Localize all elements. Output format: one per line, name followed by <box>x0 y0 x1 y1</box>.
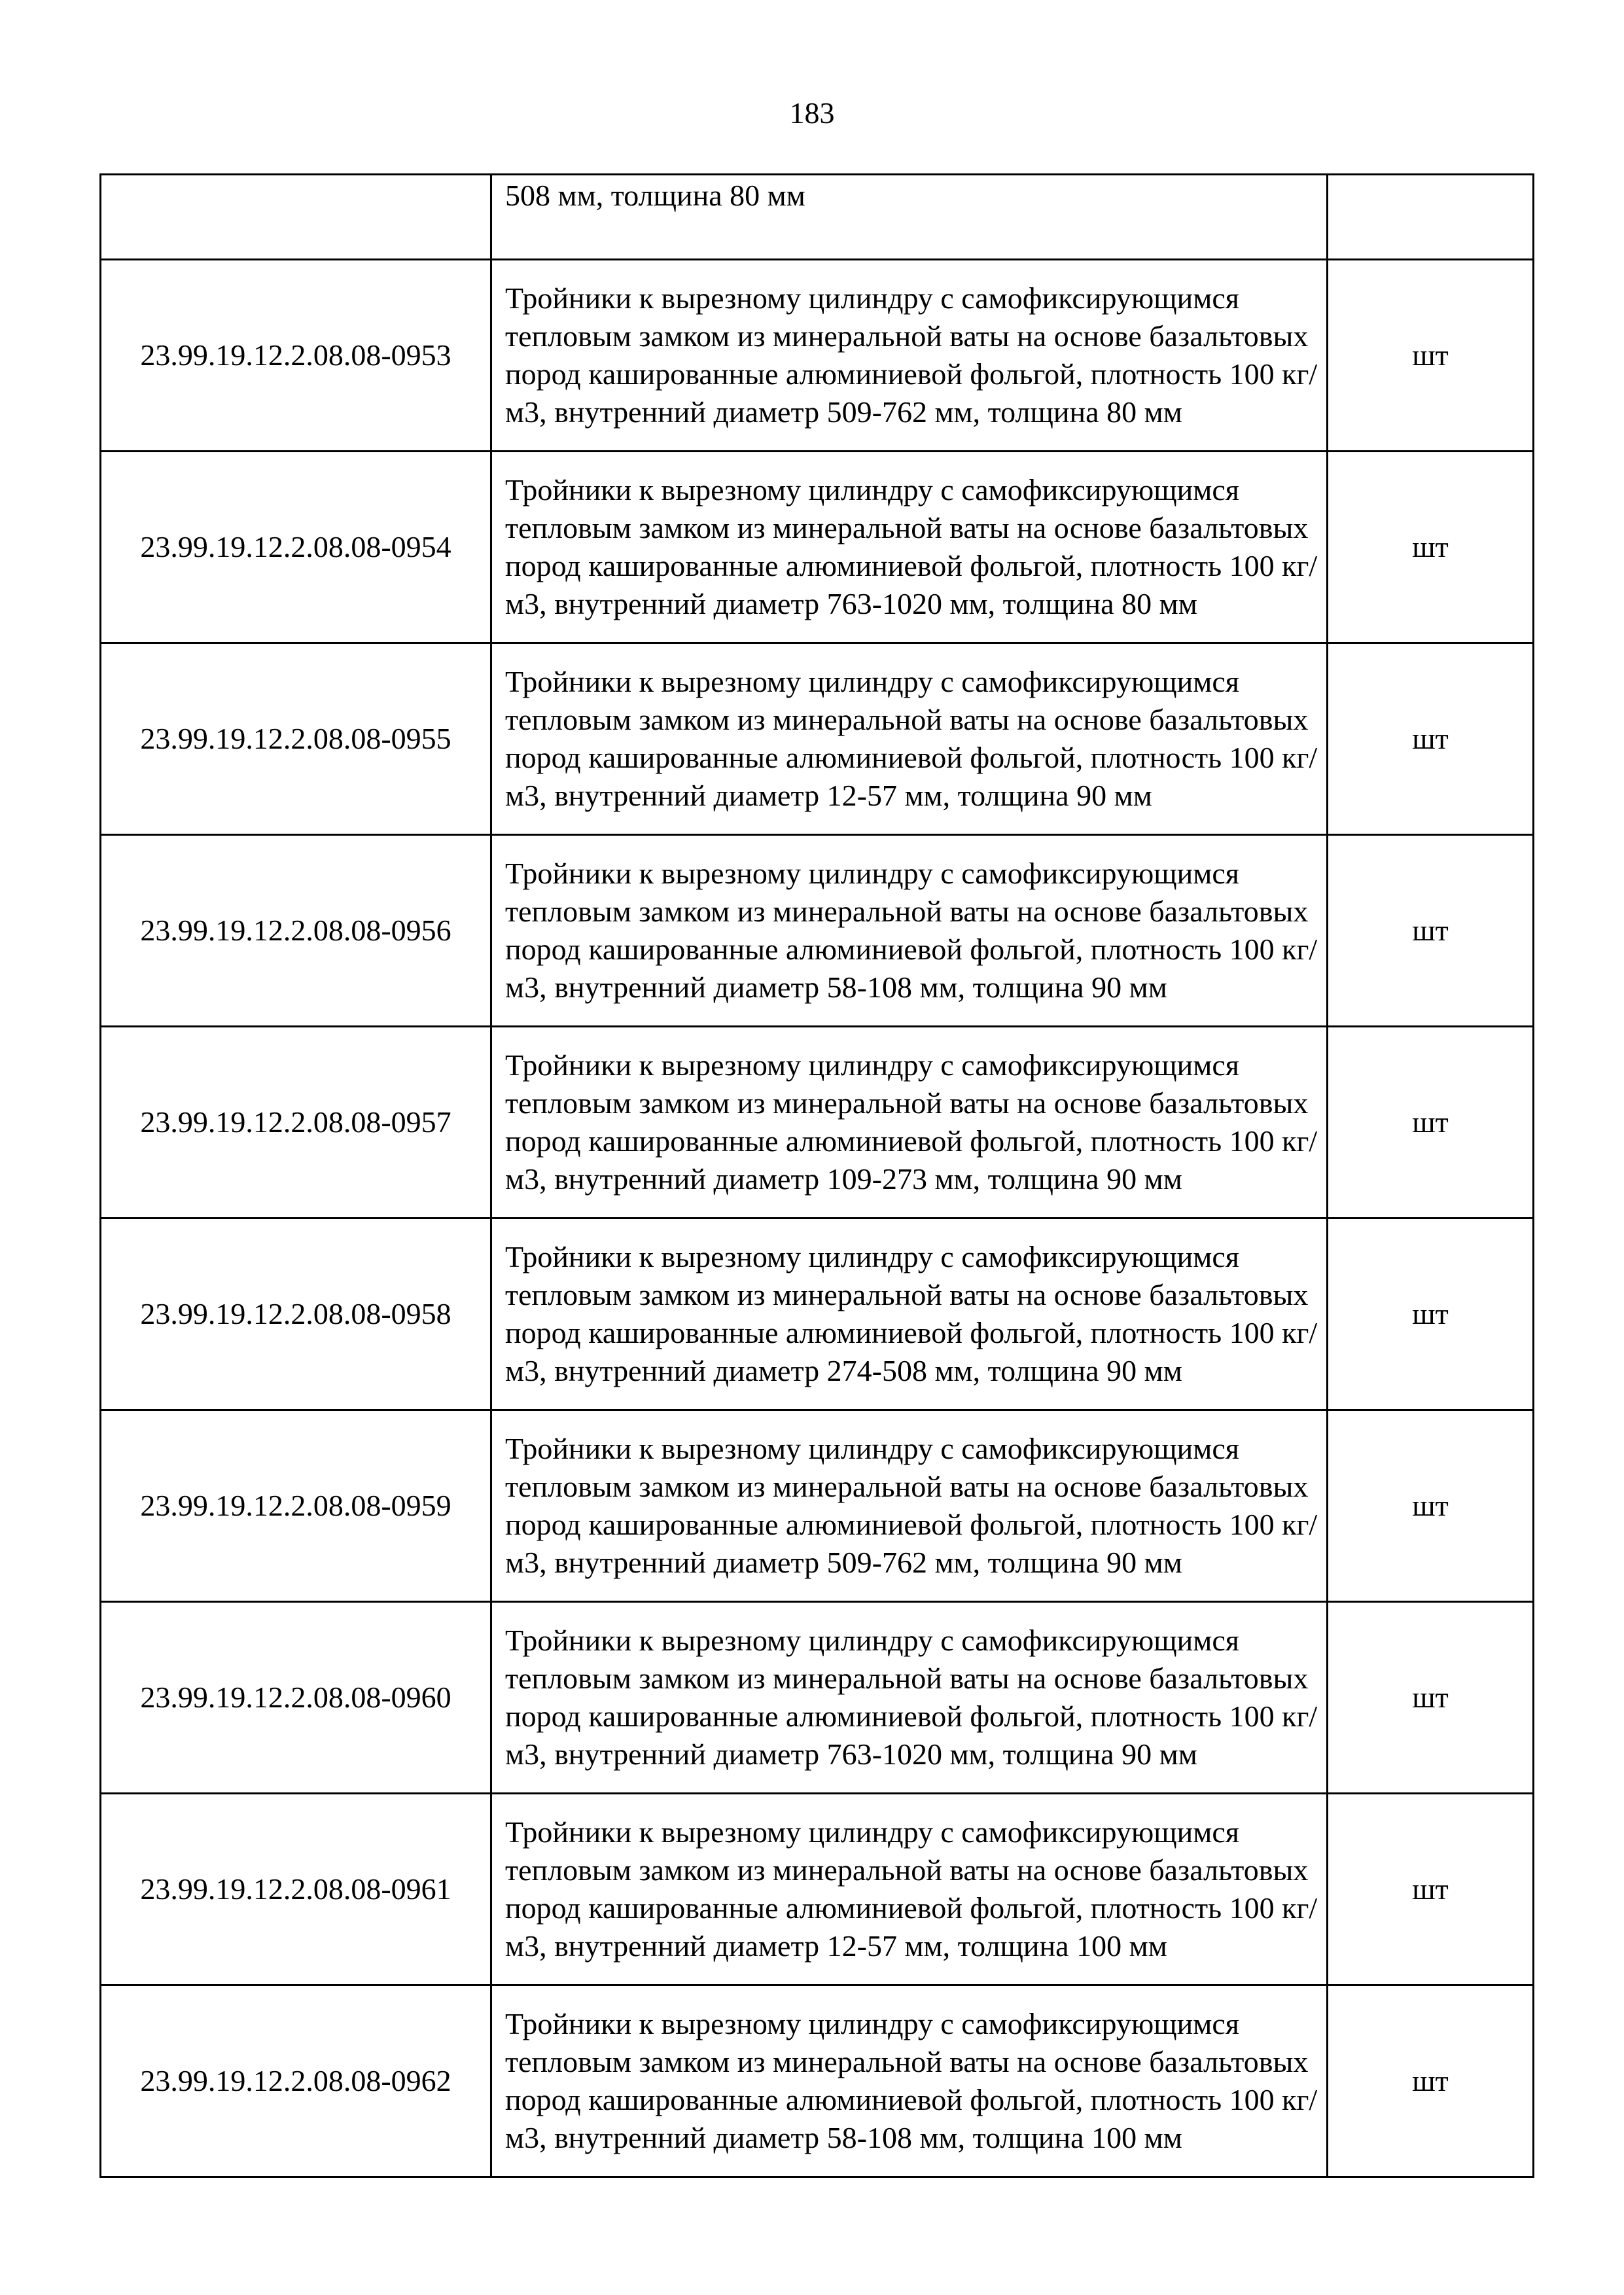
page-number: 183 <box>789 96 835 130</box>
resource-description: Тройники к вырезному цилиндру с самофиксирующимся тепловым замком из минеральной ваты на основе базальтовых пород кашированные алюминиевой фольгой, плотность 100 кг/м3, внутренний диаметр 274-508 мм, толщина 90 мм <box>491 1219 1328 1410</box>
table-row <box>101 1219 1534 1410</box>
table-row <box>101 1794 1534 1985</box>
table-row <box>101 835 1534 1027</box>
resource-unit: шт <box>1328 1794 1534 1985</box>
resource-unit: шт <box>1328 1602 1534 1794</box>
resource-description: Тройники к вырезному цилиндру с самофиксирующимся тепловым замком из минеральной ваты на основе базальтовых пород кашированные алюминиевой фольгой, плотность 100 кг/м3, внутренний диаметр 763-1020 мм, толщина 90 мм <box>491 1602 1328 1794</box>
resource-description: Тройники к вырезному цилиндру с самофиксирующимся тепловым замком из минеральной ваты на основе базальтовых пород кашированные алюминиевой фольгой, плотность 100 кг/м3, внутренний диаметр 109-273 мм, толщина 90 мм <box>491 1027 1328 1219</box>
resource-description: Тройники к вырезному цилиндру с самофиксирующимся тепловым замком из минеральной ваты на основе базальтовых пород кашированные алюминиевой фольгой, плотность 100 кг/м3, внутренний диаметр 763-1020 мм, толщина 80 мм <box>491 452 1328 643</box>
resource-code: 23.99.19.12.2.08.08-0954 <box>101 452 491 643</box>
resource-unit: шт <box>1328 1027 1534 1219</box>
resource-code: 23.99.19.12.2.08.08-0953 <box>101 260 491 452</box>
table-row <box>101 1985 1534 2177</box>
resource-description: Тройники к вырезному цилиндру с самофиксирующимся тепловым замком из минеральной ваты на основе базальтовых пород кашированные алюминиевой фольгой, плотность 100 кг/м3, внутренний диаметр 58-108 мм, толщина 100 мм <box>491 1985 1328 2177</box>
resource-code: 23.99.19.12.2.08.08-0961 <box>101 1794 491 1985</box>
resource-code: 23.99.19.12.2.08.08-0960 <box>101 1602 491 1794</box>
resource-unit: шт <box>1328 1985 1534 2177</box>
resource-description: Тройники к вырезному цилиндру с самофиксирующимся тепловым замком из минеральной ваты на основе базальтовых пород кашированные алюминиевой фольгой, плотность 100 кг/м3, внутренний диаметр 12-57 мм, толщина 100 мм <box>491 1794 1328 1985</box>
resource-unit <box>1328 175 1534 260</box>
table-row <box>101 452 1534 643</box>
resource-unit: шт <box>1328 835 1534 1027</box>
table-row <box>101 643 1534 835</box>
table-row <box>101 1027 1534 1219</box>
resource-unit: шт <box>1328 1219 1534 1410</box>
resource-unit: шт <box>1328 643 1534 835</box>
resource-code: 23.99.19.12.2.08.08-0958 <box>101 1219 491 1410</box>
resource-description: 508 мм, толщина 80 мм <box>491 175 1328 260</box>
resource-code: 23.99.19.12.2.08.08-0955 <box>101 643 491 835</box>
resource-unit: шт <box>1328 452 1534 643</box>
resource-description: Тройники к вырезному цилиндру с самофиксирующимся тепловым замком из минеральной ваты на основе базальтовых пород кашированные алюминиевой фольгой, плотность 100 кг/м3, внутренний диаметр 509-762 мм, толщина 80 мм <box>491 260 1328 452</box>
resource-description: Тройники к вырезному цилиндру с самофиксирующимся тепловым замком из минеральной ваты на основе базальтовых пород кашированные алюминиевой фольгой, плотность 100 кг/м3, внутренний диаметр 12-57 мм, толщина 90 мм <box>491 643 1328 835</box>
resource-description: Тройники к вырезному цилиндру с самофиксирующимся тепловым замком из минеральной ваты на основе базальтовых пород кашированные алюминиевой фольгой, плотность 100 кг/м3, внутренний диаметр 509-762 мм, толщина 90 мм <box>491 1410 1328 1602</box>
resource-code <box>101 175 491 260</box>
resource-unit: шт <box>1328 1410 1534 1602</box>
resource-unit: шт <box>1328 260 1534 452</box>
resource-code: 23.99.19.12.2.08.08-0959 <box>101 1410 491 1602</box>
table-row <box>101 260 1534 452</box>
resource-code: 23.99.19.12.2.08.08-0957 <box>101 1027 491 1219</box>
table-row <box>101 1602 1534 1794</box>
resource-code: 23.99.19.12.2.08.08-0956 <box>101 835 491 1027</box>
table-row <box>101 175 1534 260</box>
table-row <box>101 1410 1534 1602</box>
resource-table <box>99 173 1534 2178</box>
resource-table-container <box>99 173 1532 2178</box>
resource-code: 23.99.19.12.2.08.08-0962 <box>101 1985 491 2177</box>
resource-description: Тройники к вырезному цилиндру с самофиксирующимся тепловым замком из минеральной ваты на основе базальтовых пород кашированные алюминиевой фольгой, плотность 100 кг/м3, внутренний диаметр 58-108 мм, толщина 90 мм <box>491 835 1328 1027</box>
